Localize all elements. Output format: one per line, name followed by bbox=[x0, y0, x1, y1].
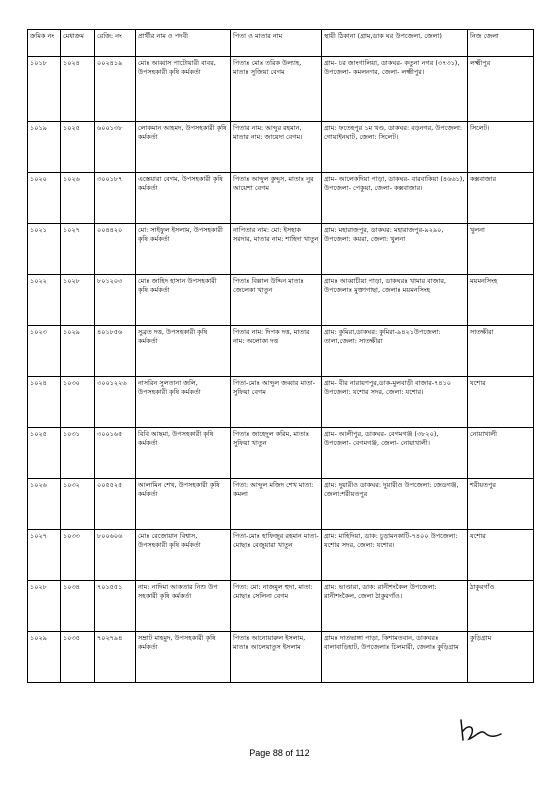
cell-name-designation: মোঃ রেজোয়ান বিশ্বাস, উপসহকারী কৃষি কর্মকর্তা bbox=[136, 530, 231, 581]
cell-home-district: নোয়াখালী bbox=[468, 428, 534, 479]
cell-home-district: যশোর bbox=[468, 377, 534, 428]
cell-home-district: খুলনা bbox=[468, 224, 534, 275]
cell-name-designation: নাসরিন সুলতানা জলি, উপসহকারী কৃষি কর্মকর্তা bbox=[136, 377, 231, 428]
cell-merit: ১০২৯ bbox=[61, 326, 95, 377]
table-row bbox=[28, 173, 534, 224]
cell-registration: ৮০১২০৩ bbox=[95, 275, 136, 326]
handwritten-signature bbox=[455, 717, 505, 743]
cell-parents: পিতাঃ বিল্লাল উদ্দিন মাতাঃ জেলেকা খাতুন bbox=[231, 275, 322, 326]
table-row bbox=[28, 530, 534, 581]
cell-permanent-address: গ্রাম- আলেকদিয়া পাড়া, ডাকঘর- বারবাকিয়া (৪৬৬১), উপজেলা- পেকুয়া, জেলা- কক্সবাজার। bbox=[322, 173, 468, 224]
cell-merit: ১০৩৪ bbox=[61, 581, 95, 632]
cell-registration: ০০৫৫২৫ bbox=[95, 479, 136, 530]
cell-home-district: সাতক্ষীরা bbox=[468, 326, 534, 377]
cell-home-district: সিলেট। bbox=[468, 122, 534, 173]
cell-name-designation: মোঃ আব্বাস পাটোয়ারী বাবর, উপসহকারী কৃষি কর্মকর্তা bbox=[136, 57, 231, 122]
cell-name-designation: মোঃ জাহিদ হাসান উপসহকারী কৃষি কর্মকর্তা bbox=[136, 275, 231, 326]
cell-serial: ১০২১ bbox=[28, 224, 61, 275]
table-row bbox=[28, 479, 534, 530]
header-permanent-address: স্থায়ী ঠিকানা (গ্রাম,ডাক ঘর উপজেলা, জেলা) bbox=[322, 30, 468, 57]
cell-registration: ৭০২৭৯৪ bbox=[95, 632, 136, 683]
cell-name-designation: সুব্রত দত্ত, উপসহকারী কৃষি কর্মকর্তা bbox=[136, 326, 231, 377]
table-header-row bbox=[28, 30, 534, 57]
cell-name-designation: আলামিন শেখ, উপসহকারী কৃষি কর্মকর্তা bbox=[136, 479, 231, 530]
cell-name-designation: এস্তেয়ারা বেগম, উপসহকারী কৃষি কর্মকর্তা bbox=[136, 173, 231, 224]
cell-serial: ১০২০ bbox=[28, 173, 61, 224]
cell-merit: ১০২৪ bbox=[61, 57, 95, 122]
cell-registration: ০০৪৪২০ bbox=[95, 224, 136, 275]
cell-serial: ১০২৪ bbox=[28, 377, 61, 428]
cell-name-designation: মো: সাইফুল ইসলাম, উপসহকারী কৃষি কর্মকর্তা bbox=[136, 224, 231, 275]
cell-parents: পিতা-মোঃ আব্দুল জব্বার মাতা-সুফিয়া বেগম bbox=[231, 377, 322, 428]
table-row bbox=[28, 275, 534, 326]
cell-serial: ১০২৩ bbox=[28, 326, 61, 377]
header-serial: ক্রমিক নং bbox=[28, 30, 61, 57]
cell-home-district: যশোর bbox=[468, 530, 534, 581]
cell-merit: ১০২৭ bbox=[61, 224, 95, 275]
cell-merit: ১০৩০ bbox=[61, 377, 95, 428]
cell-home-district: ময়মনসিংহ bbox=[468, 275, 534, 326]
cell-serial: ১০২৯ bbox=[28, 632, 61, 683]
cell-serial: ১০২৫ bbox=[28, 428, 61, 479]
cell-registration: ৩০০১২২৬ bbox=[95, 377, 136, 428]
cell-permanent-address: গ্রাম: ফতেহপুর ১ম খণ্ড, ডাকঘর: বড়নগর, উপজেলা: গোয়াইনঘাট, জেলা: সিলেট। bbox=[322, 122, 468, 173]
cell-home-district: কুড়িগ্রাম bbox=[468, 632, 534, 683]
cell-name-designation: বিবি আছমা, উপসহকারী কৃষি কর্মকর্তা bbox=[136, 428, 231, 479]
cell-permanent-address: গ্রাম- আলীপুর, ডাকঘর- বেগমগঞ্জ (৩৮২০), উপজেলা- বেগমগঞ্জ, জেলা- নোয়াখালী। bbox=[322, 428, 468, 479]
cell-registration: ০০২৪১৯ bbox=[95, 57, 136, 122]
cell-parents: পিতাঃ মোঃ তরিক উল্যাহ, মাতাঃ সুজিয়া বেগম bbox=[231, 57, 322, 122]
table-body bbox=[28, 57, 534, 683]
cell-permanent-address: গ্রাম: দুয়ারীও ডাকঘর: দুয়ারীও উপজেলা: জেডগঞ্জ, জেলা:শরীয়তপুর bbox=[322, 479, 468, 530]
cell-merit: ১০৩৫ bbox=[61, 632, 95, 683]
cell-serial: ১০২২ bbox=[28, 275, 61, 326]
header-home-district: নিজ জেলা bbox=[468, 30, 534, 57]
cell-permanent-address: গ্রামঃ দাতভাঙ্গা পাড়া, কিশামতবান, ডাকঘরঃ বালাবাড়িহাট, উপজেলাঃ চিলমারী, জেলাঃ কুড়িগ্রাম bbox=[322, 632, 468, 683]
table-row bbox=[28, 224, 534, 275]
header-merit: মেধাক্রম bbox=[61, 30, 95, 57]
cell-registration: ৩০০১৬৫ bbox=[95, 428, 136, 479]
cell-serial: ১০১৯ bbox=[28, 122, 61, 173]
cell-serial: ১০২৬ bbox=[28, 479, 61, 530]
candidate-table bbox=[27, 29, 534, 683]
cell-registration: ৩০০১৮৭ bbox=[95, 173, 136, 224]
cell-parents: পিতাঃ আনোয়ারুল ইসলাম, মাতাঃ আলেয়াতুস ইসলাম bbox=[231, 632, 322, 683]
cell-home-district: ঠাকুরগাঁও bbox=[468, 581, 534, 632]
cell-permanent-address: গ্রাম- বীর নারায়ণপুর,ডাক-মুলবাড়ী বাজার-৭৪১০ উপজেলা: যশোর সদর, জেলা: যশোর। bbox=[322, 377, 468, 428]
cell-home-district: শরীয়তপুর bbox=[468, 479, 534, 530]
header-name-designation: প্রার্থীর নাম ও পদবী bbox=[136, 30, 231, 57]
cell-name-designation: সম্রাট মাহমুদ, উপসহকারী কৃষি কর্মকর্তা bbox=[136, 632, 231, 683]
cell-registration: ৪০১৮৫৬ bbox=[95, 326, 136, 377]
table-row bbox=[28, 57, 534, 122]
cell-parents: পিতা: মো: নাজমুল হুদা, মাতা: মোছাঃ সেলিনা বেগম bbox=[231, 581, 322, 632]
cell-merit: ১০৩২ bbox=[61, 479, 95, 530]
table-row bbox=[28, 326, 534, 377]
cell-parents: পিতা-মোঃ হাফিজুর রহমান মাতা- মোছাঃ বেজুয়ারা খাতুন bbox=[231, 530, 322, 581]
cell-name-designation: লোকমান আহমদ, উপসহকারী কৃষি কর্মকর্তা bbox=[136, 122, 231, 173]
cell-permanent-address: গ্রাম: মাহিদিয়া, ডাক: চুড়ামনকাটি-৭৪০০ উপজেলা: যশোর সদর, জেলা: যশোর। bbox=[322, 530, 468, 581]
cell-merit: ১০৩১ bbox=[61, 428, 95, 479]
table-row bbox=[28, 377, 534, 428]
cell-parents: পিতাঃ জাহেদুল করিম, মাতাঃ সুফিয়া খাতুন bbox=[231, 428, 322, 479]
cell-name-designation: নাম: নাদিমা আকতার নিশু উপ সহকারী কৃষি কর্মকর্তা bbox=[136, 581, 231, 632]
table-row bbox=[28, 122, 534, 173]
header-registration: রেজি: নং bbox=[95, 30, 136, 57]
cell-permanent-address: গ্রাম: কুমিরা,ডাকঘর: কুমিরা-৯৪২১উপজেলা: তালা,জেলা: সাতক্ষীরা bbox=[322, 326, 468, 377]
cell-serial: ১০২৭ bbox=[28, 530, 61, 581]
header-parents: পিতা ও মাতার নাম bbox=[231, 30, 322, 57]
cell-parents: পিতাঃ আব্দুল কুদ্দুস, মাতাঃ নুর আয়েশা বেগম bbox=[231, 173, 322, 224]
cell-parents: পিতার নাম: দিপক দত্ত, মাতার নাম: অলোকা দত্ত bbox=[231, 326, 322, 377]
cell-parents: পিতা: আব্দুল মজিদ শেখ মাতা: কমলা bbox=[231, 479, 322, 530]
table-row bbox=[28, 632, 534, 683]
cell-permanent-address: গ্রাম- চর জাংগালিয়া, ডাকঘর- কতুনা নগর (৩৭৩১), উপজেলা- কমলনগর, জেলা- লক্ষ্মীপুর। bbox=[322, 57, 468, 122]
cell-permanent-address: গ্রামঃ আব্বাচীয়া পাড়া, ডাকঘরঃ খামার বাজার, উপজেলাঃ মুক্তাগাছা, জেলাঃ ময়মনসিংহ bbox=[322, 275, 468, 326]
cell-merit: ১০২৮ bbox=[61, 275, 95, 326]
cell-merit: ১০২৬ bbox=[61, 173, 95, 224]
cell-parents: পিতার নাম: আব্দুর রহমান, মাতার নাম: জায়েদা বেগম। bbox=[231, 122, 322, 173]
cell-permanent-address: গ্রাম: মহারাজপুর, ডাকঘর: মহারাজপুর-৯২৯০, উপজেলা: কয়রা, জেলা: খুলনা bbox=[322, 224, 468, 275]
cell-parents: নাপিতার নাম: মো: ইসহাক সরদার, মাতার নাম: শাহিদা খাতুন bbox=[231, 224, 322, 275]
cell-registration: ৮০০৬০৬ bbox=[95, 530, 136, 581]
cell-merit: ১০৩৩ bbox=[61, 530, 95, 581]
cell-home-district: কক্সবাজার bbox=[468, 173, 534, 224]
cell-registration: ৭০১৫৫১ bbox=[95, 581, 136, 632]
cell-serial: ১০১৮ bbox=[28, 57, 61, 122]
cell-registration: ৬০০১৩৮ bbox=[95, 122, 136, 173]
table-row bbox=[28, 581, 534, 632]
table-row bbox=[28, 428, 534, 479]
page-footer: Page 88 of 112 bbox=[249, 748, 310, 758]
cell-serial: ১০২৮ bbox=[28, 581, 61, 632]
cell-permanent-address: গ্রাম: ভাণ্ডারা, ডাক: রানীশংকৈল উপজেলা: রানীশংকৈল, জেলা ঠাকুরগাঁও। bbox=[322, 581, 468, 632]
cell-home-district: লক্ষ্মীপুর bbox=[468, 57, 534, 122]
cell-merit: ১০২৫ bbox=[61, 122, 95, 173]
